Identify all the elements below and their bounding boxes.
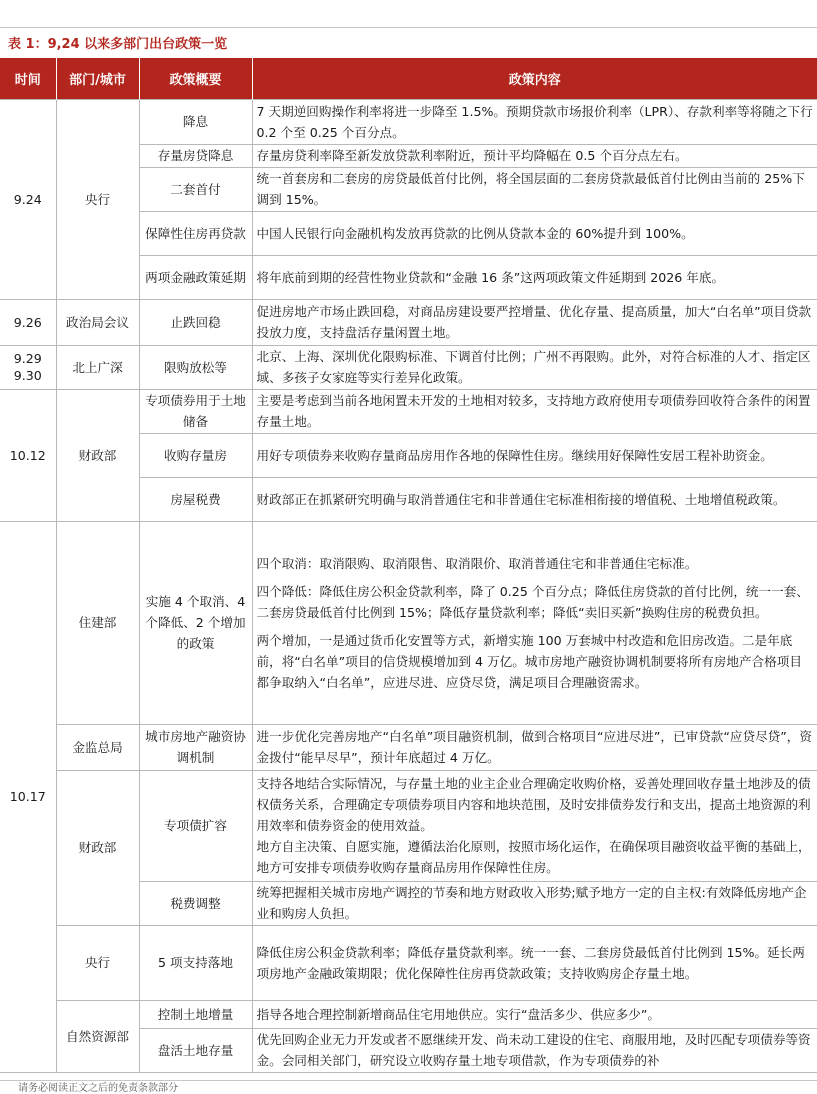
page-footer: 请务必阅读正文之后的免责条款部分 (0, 1080, 817, 1094)
cell-time: 10.17 (0, 521, 56, 1072)
table-header-row (0, 58, 817, 99)
header-content: 政策内容 (252, 58, 817, 99)
header-dept: 部门/城市 (56, 58, 139, 99)
cell-summary: 存量房贷降息 (139, 144, 252, 167)
content-paragraph: 支持各地结合实际情况，与存量土地的业主企业合理确定收购价格，妥善处理回收存量土地涉及的债权债务关系，合理确定专项债券项目内容和地块范围，及时安排债券发行和支出，提高土地资源的利用效率和债券资金的使用效益。 (256, 776, 811, 833)
cell-content: 统一首套房和二套房的房贷最低首付比例，将全国层面的二套房贷款最低首付比例由当前的 25%下调到 15%。 (252, 167, 817, 211)
table-row (0, 99, 817, 144)
cell-time: 9.26 (0, 299, 56, 345)
cell-time: 9.29 9.30 (0, 345, 56, 389)
table-row (0, 724, 817, 770)
cell-time: 9.24 (0, 99, 56, 299)
cell-summary: 控制土地增量 (139, 1000, 252, 1028)
table-row (0, 345, 817, 389)
cell-summary: 盘活土地存量 (139, 1028, 252, 1072)
cell-content: 7 天期逆回购操作利率将进一步降至 1.5%。预期贷款市场报价利率（LPR）、存款利率等将随之下行 0.2 个至 0.25 个百分点。 (252, 99, 817, 144)
cell-summary: 降息 (139, 99, 252, 144)
content-paragraph: 地方自主决策、自愿实施，遵循法治化原则，按照市场化运作，在确保项目融资收益平衡的基础上，地方可安排专项债券收购存量商品房用作保障性住房。 (256, 839, 811, 875)
cell-dept: 北上广深 (56, 345, 139, 389)
cell-time: 10.12 (0, 389, 56, 521)
cell-summary: 专项债扩容 (139, 770, 252, 881)
table-row (0, 389, 817, 433)
table-row (0, 1000, 817, 1028)
cell-dept: 住建部 (56, 521, 139, 724)
cell-content: 优先回购企业无力开发或者不愿继续开发、尚未动工建设的住宅、商服用地，及时匹配专项债券等资金。会同相关部门，研究设立收购存量土地专项借款，作为专项债券的补 (252, 1028, 817, 1072)
cell-content: 统筹把握相关城市房地产调控的节奏和地方财政收入形势;赋予地方一定的自主权:有效降低房地产企业和购房人负担。 (252, 881, 817, 925)
table-row (0, 299, 817, 345)
cell-summary: 止跌回稳 (139, 299, 252, 345)
cell-content: 财政部正在抓紧研究明确与取消普通住宅和非普通住宅标准相衔接的增值税、土地增值税政策。 (252, 477, 817, 521)
cell-content (252, 521, 817, 724)
cell-dept: 央行 (56, 99, 139, 299)
cell-content: 降低住房公积金贷款利率；降低存量贷款利率。统一一套、二套房贷最低首付比例到 15%。延长两项房地产金融政策期限；优化保障性住房再贷款政策；支持收购房企存量土地。 (252, 925, 817, 1000)
table-row (0, 925, 817, 1000)
cell-content: 中国人民银行向金融机构发放再贷款的比例从贷款本金的 60%提升到 100%。 (252, 211, 817, 255)
cell-dept: 财政部 (56, 389, 139, 521)
content-paragraph: 四个取消：取消限购、取消限售、取消限价、取消普通住宅和非普通住宅标准。 (256, 555, 698, 571)
cell-summary: 专项债券用于土地储备 (139, 389, 252, 433)
cell-dept: 自然资源部 (56, 1000, 139, 1072)
header-time: 时间 (0, 58, 56, 99)
top-rule (0, 27, 817, 28)
cell-dept: 政治局会议 (56, 299, 139, 345)
table-caption: 表 1：9,24 以来多部门出台政策一览 (8, 37, 228, 52)
cell-content: 促进房地产市场止跌回稳，对商品房建设要严控增量、优化存量、提高质量，加大“白名单”项目贷款投放力度，支持盘活存量闲置土地。 (252, 299, 817, 345)
cell-content (252, 770, 817, 881)
cell-content: 主要是考虑到当前各地闲置未开发的土地相对较多，支持地方政府使用专项债券回收符合条件的闲置存量土地。 (252, 389, 817, 433)
cell-content: 北京、上海、深圳优化限购标准、下调首付比例；广州不再限购。此外，对符合标准的人才、指定区域、多孩子女家庭等实行差异化政策。 (252, 345, 817, 389)
cell-content: 将年底前到期的经营性物业贷款和“金融 16 条”这两项政策文件延期到 2026 年底。 (252, 255, 817, 299)
cell-dept: 央行 (56, 925, 139, 1000)
cell-content: 进一步优化完善房地产“白名单”项目融资机制，做到合格项目“应进尽进”，已审贷款“应贷尽贷”，资金拨付“能早尽早”，预计年底超过 4 万亿。 (252, 724, 817, 770)
cell-summary: 税费调整 (139, 881, 252, 925)
content-paragraph: 两个增加，一是通过货币化安置等方式，新增实施 100 万套城中村改造和危旧房改造。二是年底前，将“白名单”项目的信贷规模增加到 4 万亿。城市房地产融资协调机制要将所有房地产合格项目都争取纳入“白名单”，应进尽进、应贷尽贷，满足项目合理融资需求。 (256, 632, 802, 690)
table-row (0, 770, 817, 881)
cell-dept: 财政部 (56, 770, 139, 925)
content-paragraph: 四个降低：降低住房公积金贷款利率，降了 0.25 个百分点；降低住房贷款的首付比例，统一一套、二套房贷最低首付比例到 15%；降低存量贷款利率；降低“卖旧买新”换购住房的税费负担。 (256, 583, 809, 620)
header-summary: 政策概要 (139, 58, 252, 99)
cell-content: 用好专项债券来收购存量商品房用作各地的保障性住房。继续用好保障性安居工程补助资金。 (252, 433, 817, 477)
cell-dept: 金监总局 (56, 724, 139, 770)
cell-summary: 房屋税费 (139, 477, 252, 521)
cell-content: 指导各地合理控制新增商品住宅用地供应。实行“盘活多少、供应多少”。 (252, 1000, 817, 1028)
cell-summary: 两项金融政策延期 (139, 255, 252, 299)
cell-summary: 收购存量房 (139, 433, 252, 477)
cell-summary: 限购放松等 (139, 345, 252, 389)
table-row (0, 521, 817, 724)
cell-summary: 实施 4 个取消、4 个降低、2 个增加的政策 (139, 521, 252, 724)
cell-content: 存量房贷利率降至新发放贷款利率附近，预计平均降幅在 0.5 个百分点左右。 (252, 144, 817, 167)
cell-summary: 城市房地产融资协调机制 (139, 724, 252, 770)
cell-summary: 二套首付 (139, 167, 252, 211)
cell-summary: 保障性住房再贷款 (139, 211, 252, 255)
cell-summary: 5 项支持落地 (139, 925, 252, 1000)
policy-table (0, 58, 817, 1073)
